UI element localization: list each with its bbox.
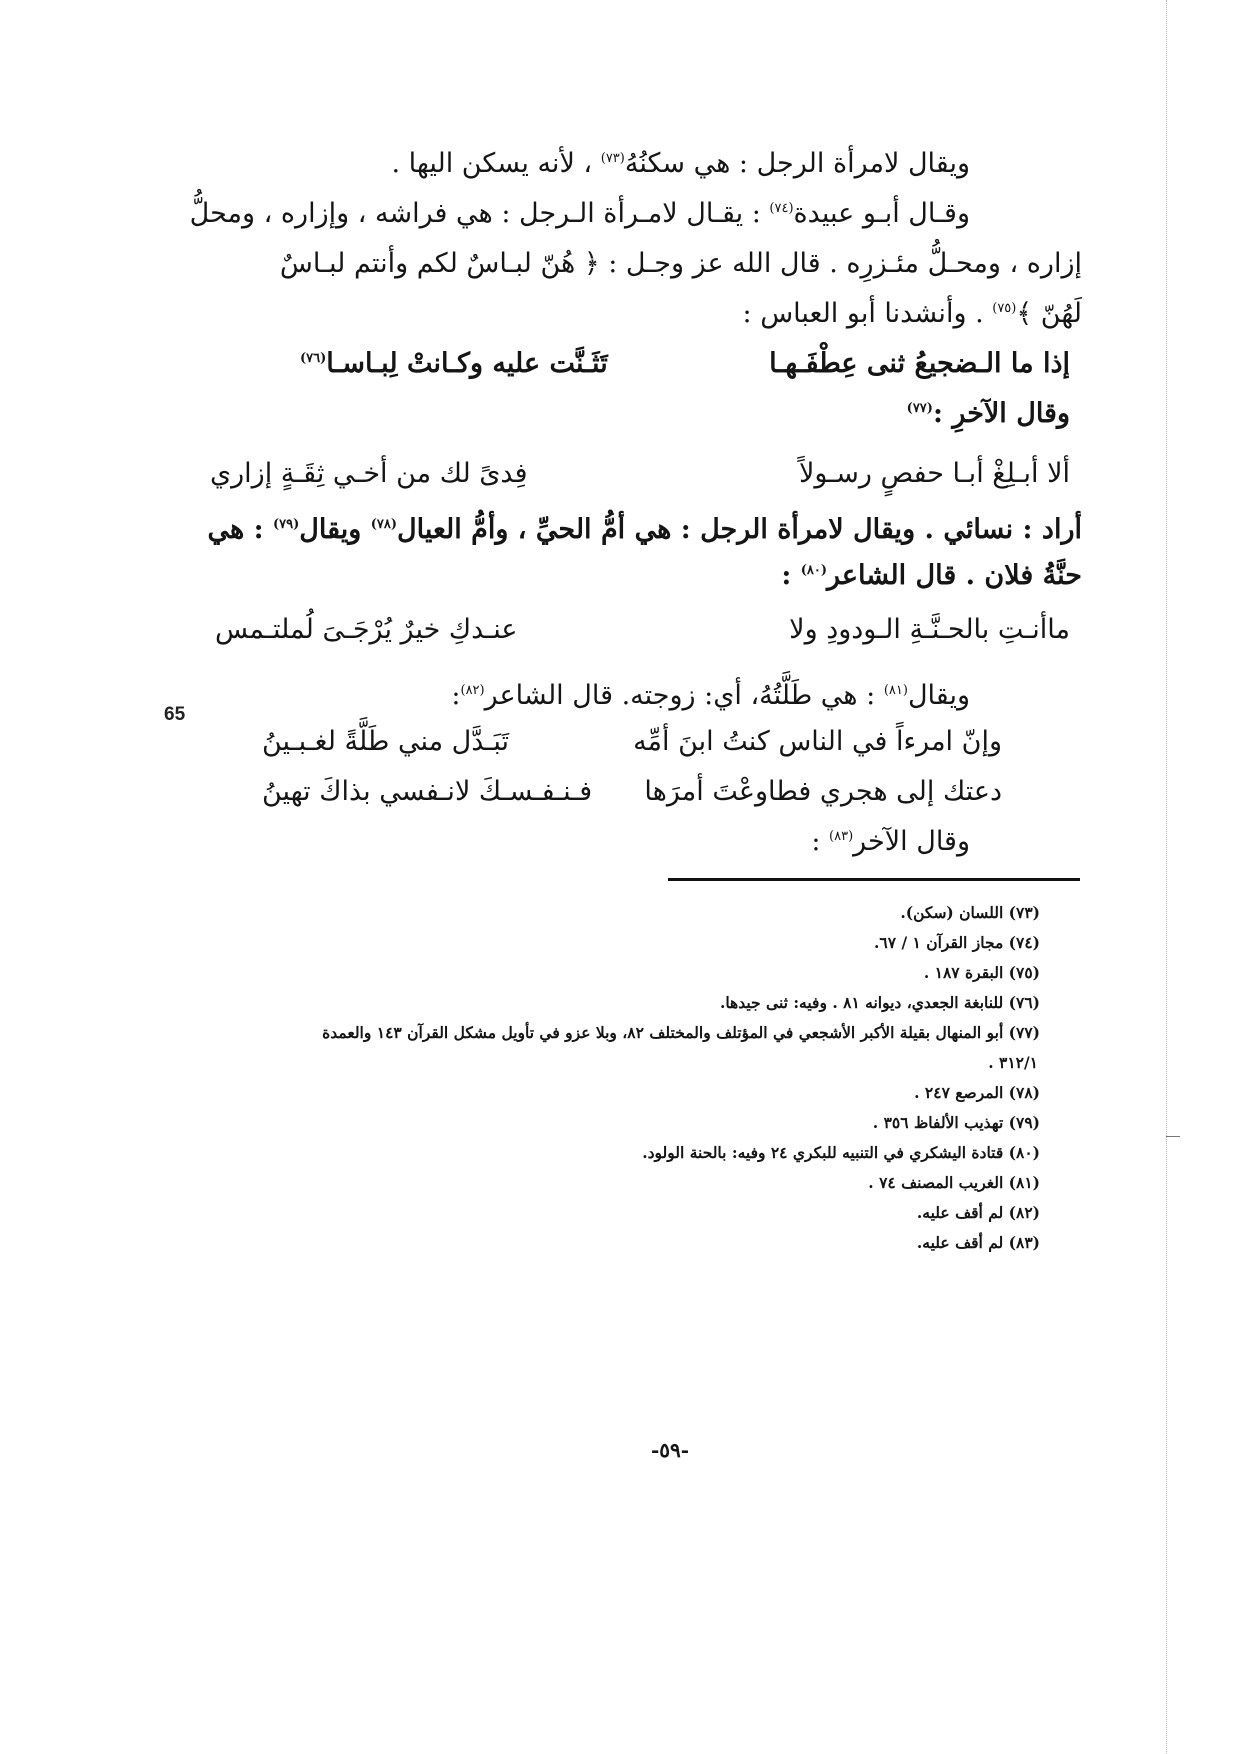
body-line-6: وقال الآخرِ :$^{(٧٧)}$ [906,398,1070,429]
page-edge-line [1166,0,1167,1754]
verse-hemistich-right: ألا أبـلِغْ أبـا حفصٍ رسـولاً [799,458,1070,489]
footnote-83: (٨٣) لم أقف عليه. [916,1233,1040,1252]
footnote-separator [668,878,1080,881]
footnote-73: (٧٣) اللسان (سكن). [900,903,1040,922]
side-page-number: 65 [164,704,186,725]
verse-1 [300,344,1070,384]
footnote-74: (٧٤) مجاز القرآن ١ / ٦٧. [873,933,1040,952]
body-line-3: إزاره ، ومحـلُّ مئـزرِه . قال الله عز وجـل : ﴿ هُنّ لبـاسٌ لكم وأنتم لبـاسٌ [279,248,1082,279]
footnote-82: (٨٢) لم أقف عليه. [916,1203,1040,1222]
verse-hemistich-left: فـنـفـسـكَ لانـفسي بذاكَ تهينُ [262,776,593,807]
footnote-79: (٧٩) تهذيب الألفاظ ٣٥٦ . [872,1113,1040,1132]
verse-3 [215,610,1070,650]
footnote-ref: (٧٩) [272,517,300,532]
body-line-11: ويقال$^{(٨١)}$ : هي طَلَّتُهُ، أي: زوجته. قال الشاعر$^{(٨٢)}$: [451,680,970,711]
page-number: -٥٩- [650,1438,690,1462]
footnote-ref: (٨٠) [800,563,828,578]
page-edge-mark [1166,1136,1180,1137]
body-line-14: وقال الآخر$^{(٨٣)}$ : [811,826,970,857]
footnotes-list [200,898,1040,1258]
footnote-77: (٧٧) أبو المنهال بقيلة الأكبر الأشجعي في المؤتلف والمختلف ٨٢، وبلا عزو في تأويل مشكل القرآن ١٤٣ والعمدة [322,1023,1040,1042]
footnote-78: (٧٨) المرصع ٢٤٧ . [914,1083,1040,1102]
verse-hemistich-right: دعتك إلى هجري فطاوعْتَ أمرَها [644,776,1002,807]
body-line-2: وقـال أبـو عبيدة$^{(٧٤)}$ : يقـال لامـرأة الـرجل : هي فراشه ، وإزاره ، ومحلُّ [189,198,970,229]
footnote-ref: (٨١) [883,683,908,698]
verse-2 [210,454,1070,494]
verse-hemistich-right: وإنّ امرءاً في الناس كنتُ ابنَ أمِّه [633,726,1002,757]
footnote-81: (٨١) الغريب المصنف ٧٤ . [868,1173,1040,1192]
verse-hemistich-left: عنـدكِ خيرٌ يُرْجَـىَ لُملتـمس [215,614,518,645]
footnote-ref: (٧٥) [992,301,1017,316]
verse-hemistich-right: إذا ما الـضجيعُ ثنى عِطْفَـهـا [769,348,1070,379]
body-line-1: ويقال لامرأة الرجل : هي سكنُهُ$^{(٧٣)}$ ، لأنه يسكن اليها . [391,148,970,179]
verse-hemistich-left: فِدىً لك من أخـي ثِقَـةٍ إزاري [210,458,528,489]
body-line-9: حنَّةُ فلان . قال الشاعر$^{(٨٠)}$ : [781,560,1082,591]
verse-5 [262,772,1002,812]
footnote-ref: (٧٣) [600,151,625,166]
verse-hemistich-left: تَثَـنَّت عليه وكـانتْ لِبـاسـا$^{(٧٦)}$ [300,348,608,379]
footnote-ref: (٧٦) [300,351,327,366]
footnote-ref: (٨٣) [829,829,854,844]
footnote-ref: (٧٨) [370,517,397,532]
footnote-77-continuation: ٣١٢/١ . [988,1053,1038,1072]
verse-hemistich-left: تَبَـدَّل مني طَلَّةً لغـبـينُ [262,726,510,757]
verse-hemistich-right: ماأنـتِ بالحـنَّـةِ الـودودِ ولا [789,614,1070,645]
footnote-76: (٧٦) للنابغة الجعدي، ديوانه ٨١ . وفيه: ثنى جيدها. [719,993,1040,1012]
footnote-75: (٧٥) البقرة ١٨٧ . [923,963,1040,982]
body-line-4: لَهُنّ ﴾$^{(٧٥)}$ . وأنشدنا أبو العباس : [742,298,1082,329]
body-line-8: أراد : نسائي . ويقال لامرأة الرجل : هي أمُّ الحيِّ ، وأمُّ العيال$^{(٧٨)}$ ويقال$^{(٧٩)}$ : هي [207,514,1082,545]
footnote-ref: (٧٧) [906,401,933,416]
footnote-ref: (٨٢) [460,683,485,698]
footnote-80: (٨٠) قتادة اليشكري في التنبيه للبكري ٢٤ وفيه: بالحنة الولود. [642,1143,1040,1162]
footnote-ref: (٧٤) [769,201,794,216]
verse-4 [262,722,1002,762]
